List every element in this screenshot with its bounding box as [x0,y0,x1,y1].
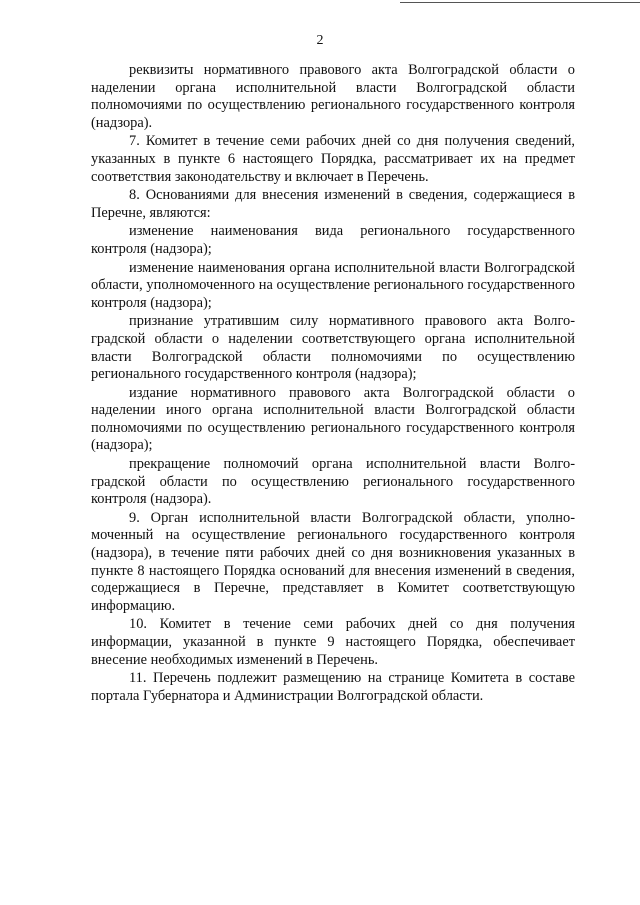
list-item: издание нормативного правового акта Волгоградской области о наделении иного органа исполнительной власти Волгоградской области полномочиями по осуществлению регионального государственного контроля (надзора); [91,384,575,454]
document-body [91,62,575,705]
paragraph-item-11: 11. Перечень подлежит размещению на странице Комитета в составе портала Губернатора и Администрации Волгоградской области. [91,670,575,704]
page-number: 2 [316,33,324,48]
top-edge-line [400,2,640,3]
list-item: изменение наименования органа исполнительной власти Волгоградской области, уполномоченного на осуществление регионального государственного контроля (надзора); [91,259,575,311]
paragraph-item-7: 7. Комитет в течение семи рабочих дней со дня получения сведений, указанных в пункте 6 настоящего Порядка, рассматривает их на предмет соответствия законодательству и включает в Перечень. [91,133,575,185]
paragraph-item-10: 10. Комитет в течение семи рабочих дней со дня получения информации, указанной в пункте 9 настоящего Порядка, обеспечивает внесение необходимых изменений в Перечень. [91,616,575,668]
paragraph-item-9: 9. Орган исполнительной власти Волгоградской области, уполномоченный на осуществление регионального государственного контроля (надзора), в течение пяти рабочих дней со дня возникновения указанных в пункте 8 настоящего Порядка оснований для внесения изменений в сведения, содержащиеся в Перечне, представляет в Комитет соответствующую информацию. [91,509,575,614]
list-item: изменение наименования вида регионального государственного контроля (надзора); [91,223,575,257]
list-item: прекращение полномочий органа исполнительной власти Волгоградской области по осуществлению регионального государственного контроля (надзора). [91,456,575,508]
paragraph-continuation: реквизиты нормативного правового акта Волгоградской области о наделении органа исполнительной власти Волгоградской области полномочиями по осуществлению регионального государственного контроля (надзора). [91,62,575,131]
list-item: признание утратившим силу нормативного правового акта Волгоградской области о наделении соответствующего органа исполнительной власти Волгоградской области полномочиями по осуществлению регионального государственного контроля (надзора); [91,313,575,383]
paragraph-item-8: 8. Основаниями для внесения изменений в сведения, содержащиеся в Перечне, являются: [91,187,575,221]
